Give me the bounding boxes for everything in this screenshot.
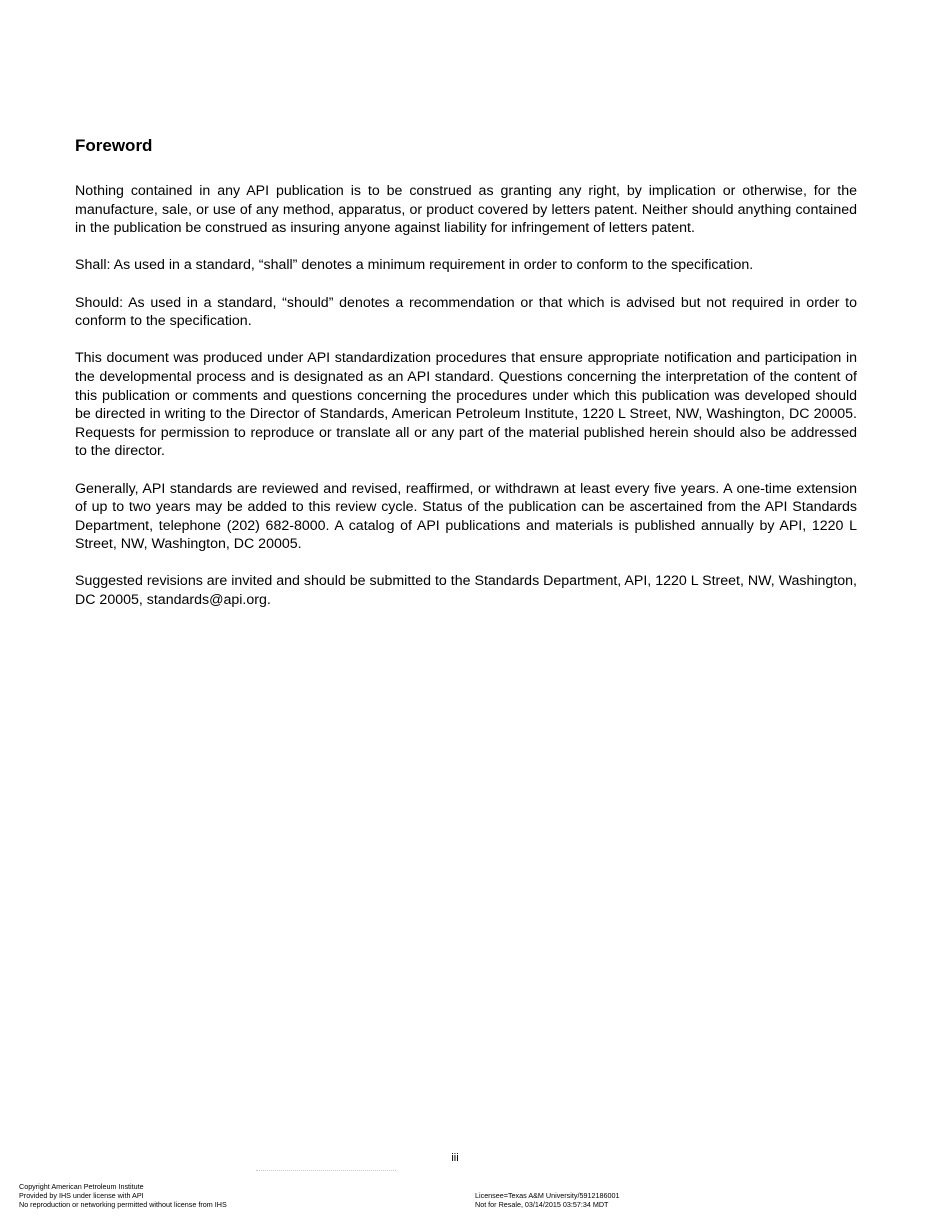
footer-reproduction-line: No reproduction or networking permitted without license from IHS (19, 1200, 227, 1210)
paragraph-should-definition: Should: As used in a standard, “should” denotes a recommendation or that which is advised but not required in order to conform to the specification. (75, 294, 857, 330)
footer-licensee-line: Licensee=Texas A&M University/5912186001 (475, 1191, 620, 1200)
paragraph-patent-disclaimer: Nothing contained in any API publication is to be construed as granting any right, by implication or otherwise, for the manufacture, sale, or use of any method, apparatus, or product covered by letters patent. Neither should anything contained in the publication be construed as insuring anyone against liability for infringement of letters patent. (75, 183, 857, 237)
footer-license-line: Provided by IHS under license with API (19, 1191, 144, 1201)
footer-resale-line: Not for Resale, 03/14/2015 03:57:34 MDT (475, 1200, 609, 1210)
paragraph-suggested-revisions: Suggested revisions are invited and should be submitted to the Standards Department, API, 1220 L Street, NW, Washington, DC 20005, standards@api.org. (75, 573, 857, 609)
paragraph-review-cycle: Generally, API standards are reviewed and revised, reaffirmed, or withdrawn at least every five years. A one-time extension of up to two years may be added to this review cycle. Status of the publication can be ascertained from the API Standards Department, telephone (202) 682-8000. A catalog of API publications and materials is published annually by API, 1220 L Street, NW, Washington, DC 20005. (75, 480, 857, 553)
watermark-dots (256, 1170, 396, 1174)
page-number: iii (451, 1152, 459, 1164)
page-title: Foreword (75, 136, 153, 155)
footer-licensee (475, 1191, 619, 1209)
page-content (75, 134, 857, 628)
paragraph-shall-definition: Shall: As used in a standard, “shall” denotes a minimum requirement in order to conform to the specification. (75, 257, 754, 274)
footer-copyright-line: Copyright American Petroleum Institute (19, 1182, 144, 1191)
paragraph-standardization-procedures: This document was produced under API standardization procedures that ensure appropriate notification and participation in the developmental process and is designated as an API standard. Questions concerning the interpretation of the content of this publication or comments and questions concerning the procedures under which this publication was developed should be directed in writing to the Director of Standards, American Petroleum Institute, 1220 L Street, NW, Washington, DC 20005. Requests for permission to reproduce or translate all or any part of the material published herein should also be addressed to the director. (75, 350, 857, 460)
footer-copyright (19, 1182, 227, 1210)
